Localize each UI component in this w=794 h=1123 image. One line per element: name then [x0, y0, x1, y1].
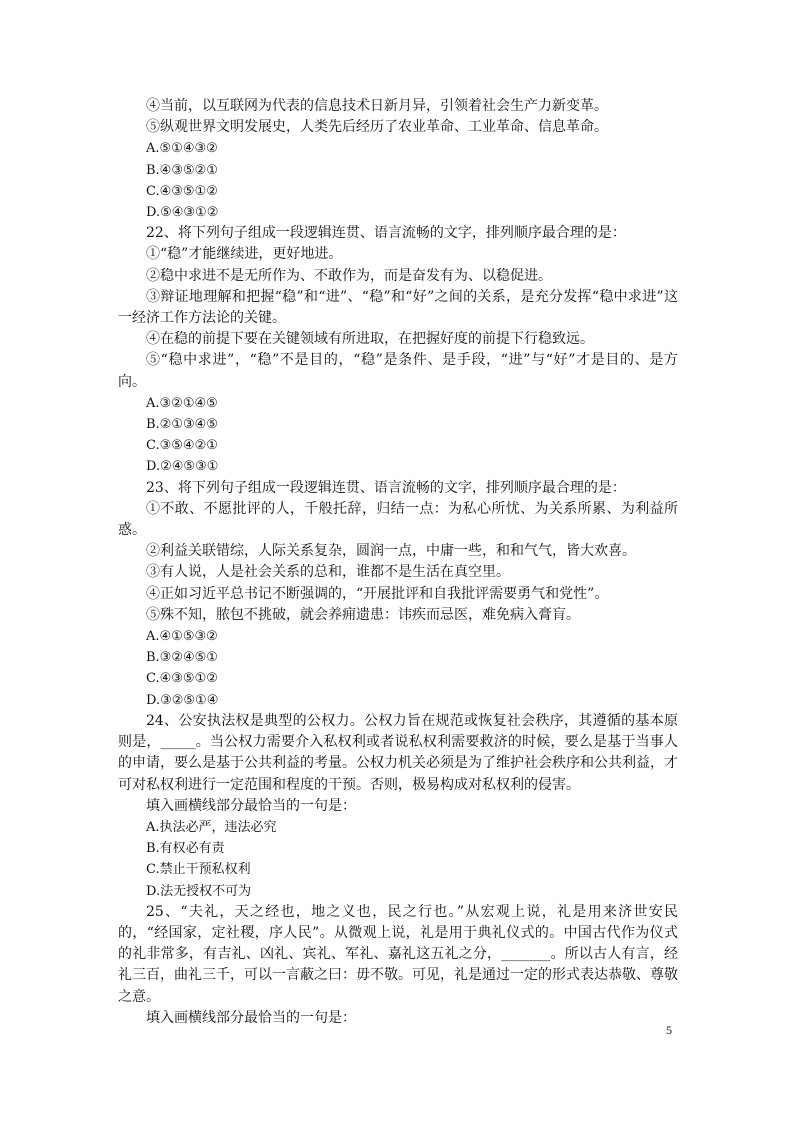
- text-paragraph: ⑤“稳中求进”，“稳”不是目的，“稳”是条件、是手段，“进”与“好”才是目的、是方向。: [118, 352, 678, 390]
- text-paragraph: ④在稳的前提下要在关键领域有所进取，在把握好度的前提下行稳致远。: [146, 331, 594, 348]
- answer-option: C.④③⑤①②: [146, 671, 218, 687]
- page-body: [118, 96, 678, 1029]
- text-paragraph: 23、将下列句子组成一段逻辑连贯、语言流畅的文字，排列顺序最合理的是：: [146, 479, 626, 496]
- text-paragraph: 25、“夫礼，天之经也，地之义也，民之行也。”从宏观上说，礼是用来济世安民的，“经国家，定社稷，序人民”。从微观上说，礼是用于典礼仪式的。中国古代作为仪式的礼非常多，有吉礼、凶礼、宾礼、军礼、嘉礼这五礼之分，_______。所以古人有言，经礼三百，曲礼三千，可以一言蔽之曰：毋不敬。可见，礼是通过一定的形式表达恭敬、尊敬之意。: [118, 903, 678, 1005]
- answer-option: C.④③⑤①②: [146, 183, 218, 199]
- answer-option: D.⑤④③①②: [146, 205, 219, 221]
- text-paragraph: ④当前，以互联网为代表的信息技术日新月异，引领着社会生产力新变革。: [146, 98, 608, 114]
- text-paragraph: ⑤殊不知，脓包不挑破，就会养痈遗患：讳疾而忌医，难免病入膏肓。: [146, 606, 580, 623]
- answer-option: D.③②⑤①④: [146, 692, 219, 708]
- answer-option: B.有权必有责: [146, 841, 225, 857]
- text-paragraph: ③有人说，人是社会关系的总和，谁都不是生活在真空里。: [146, 564, 510, 581]
- answer-option: A.执法必严，违法必究: [146, 819, 277, 835]
- text-paragraph: 24、公安执法权是典型的公权力。公权力旨在规范或恢复社会秩序，其遵循的基本原则是，_____。当公权力需要介入私权利或者说私权利需要救济的时候，要么是基于当事人的申请，要么是基于公共利益的考量。公权力机关必须是为了维护社会秩序和公共利益，才可对私权利进行一定范围和程度的干预。否则，极易构成对私权利的侵害。: [118, 712, 678, 793]
- text-paragraph: ②利益关联错综，人际关系复杂，圆润一点，中庸一些，和和气气，皆大欢喜。: [146, 543, 636, 560]
- text-paragraph: ⑤纵观世界文明发展史，人类先后经历了农业革命、工业革命、信息革命。: [146, 119, 608, 136]
- text-paragraph: ①不敢、不愿批评的人，千般托辞，归结一点：为私心所忧、为关系所累、为利益所惑。: [118, 500, 678, 539]
- text-paragraph: 填入画横线部分最恰当的一句是：: [146, 797, 356, 814]
- answer-option: A.③②①④⑤: [146, 395, 218, 411]
- answer-option: B.②①③④⑤: [146, 417, 218, 433]
- answer-option: C.禁止干预私权利: [146, 862, 251, 878]
- answer-option: C.③⑤④②①: [146, 438, 218, 454]
- text-paragraph: ②稳中求进不是无所作为、不敢作为，而是奋发有为、以稳促进。: [146, 267, 552, 284]
- text-paragraph: 填入画横线部分最恰当的一句是：: [146, 1009, 356, 1026]
- text-paragraph: ④正如习近平总书记不断强调的，“开展批评和自我批评需要勇气和党性”。: [146, 585, 609, 602]
- text-paragraph: ①“稳”才能继续进，更好地进。: [146, 246, 343, 263]
- answer-option: A.⑤①④③②: [146, 141, 218, 157]
- text-paragraph: 22、将下列句子组成一段逻辑连贯、语言流畅的文字，排列顺序最合理的是：: [146, 225, 626, 242]
- answer-option: A.④①⑤③②: [146, 629, 218, 645]
- text-paragraph: ③辩证地理解和把握“稳”和“进”、“稳”和“好”之间的关系，是充分发挥“稳中求进”这一经济工作方法论的关键。: [118, 288, 678, 327]
- answer-option: D.②④⑤③①: [146, 459, 219, 475]
- answer-option: D.法无授权不可为: [146, 883, 252, 899]
- page-number: 5: [666, 1023, 672, 1037]
- answer-option: B.④③⑤②①: [146, 162, 218, 178]
- answer-option: B.③②④⑤①: [146, 650, 218, 666]
